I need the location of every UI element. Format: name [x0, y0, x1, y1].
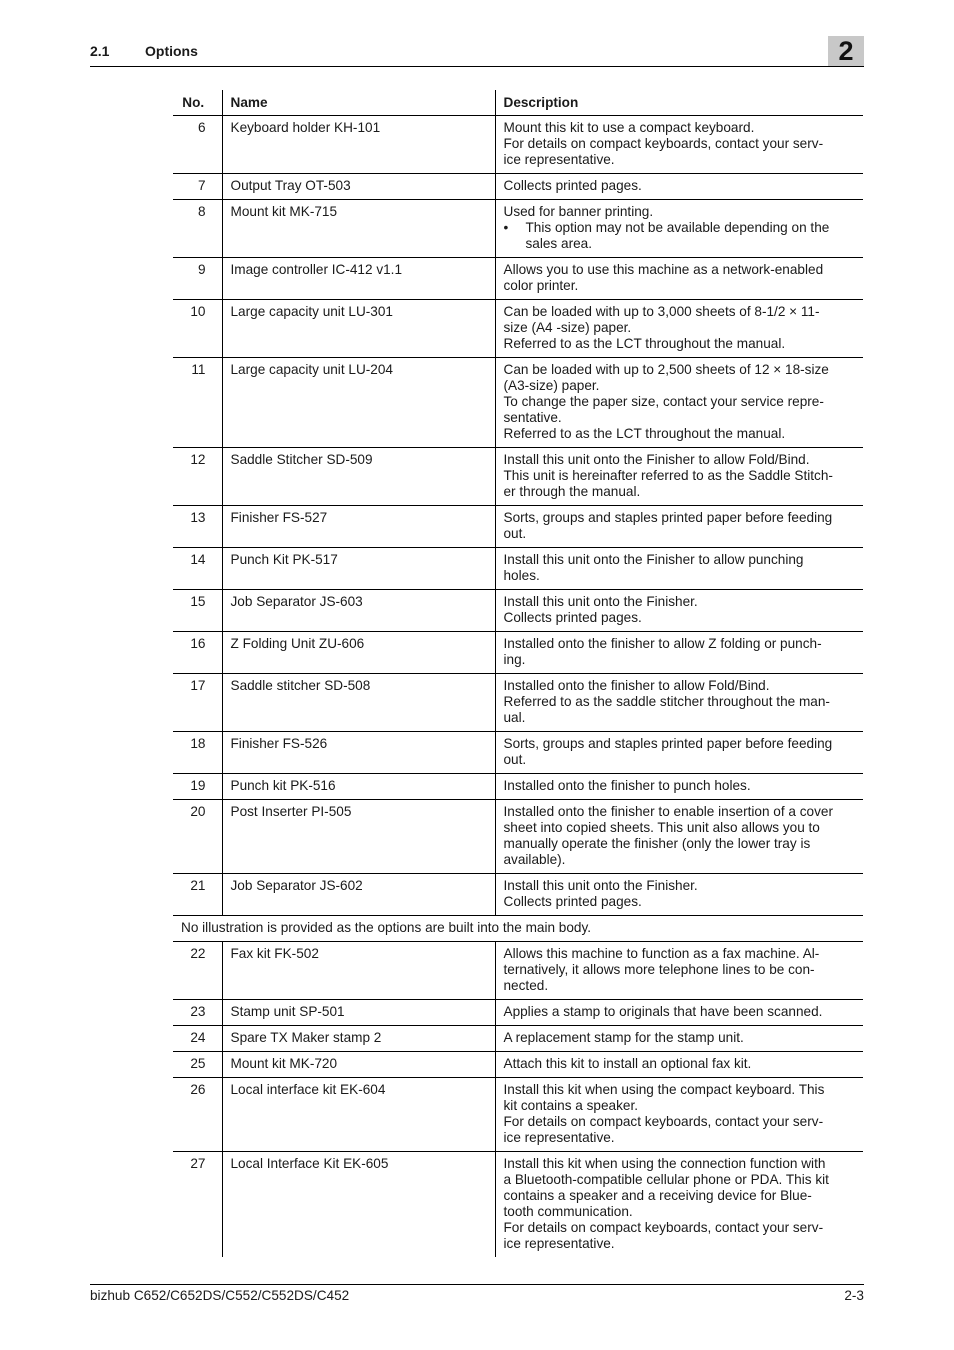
description-line: Referred to as the LCT throughout the manual.	[503, 336, 786, 351]
description-line: nected.	[503, 978, 549, 993]
option-description	[495, 258, 863, 300]
option-name: Output Tray OT-503	[222, 174, 495, 200]
option-name: Saddle stitcher SD-508	[222, 674, 495, 732]
chapter-badge: 2	[828, 36, 864, 66]
option-name: Stamp unit SP-501	[222, 1000, 495, 1026]
option-description	[495, 448, 863, 506]
table-row	[173, 732, 863, 774]
description-line: Installed onto the finisher to allow Fold/Bind.	[503, 678, 770, 693]
description-line: ing.	[503, 652, 526, 667]
description-bullet	[504, 220, 856, 236]
description-line: sentative.	[503, 410, 562, 425]
description-line: Allows you to use this machine as a network-enabled	[503, 262, 824, 277]
description-line: ice representative.	[503, 1236, 615, 1251]
option-name: Finisher FS-527	[222, 506, 495, 548]
description-line: Install this unit onto the Finisher to allow punching	[503, 552, 804, 567]
option-number: 25	[173, 1052, 222, 1078]
description-line: Installed onto the finisher to punch holes.	[503, 778, 751, 793]
option-number: 10	[173, 300, 222, 358]
description-line: Mount this kit to use a compact keyboard.	[503, 120, 755, 135]
option-number: 9	[173, 258, 222, 300]
table-row	[173, 116, 863, 174]
description-line: Referred to as the saddle stitcher throughout the man-	[503, 694, 830, 709]
description-line: Attach this kit to install an optional fax kit.	[503, 1056, 752, 1071]
table-row	[173, 1026, 863, 1052]
option-description	[495, 548, 863, 590]
description-line: manually operate the finisher (only the lower tray is	[503, 836, 811, 851]
description-line: (A3-size) paper.	[503, 378, 600, 393]
option-description	[495, 1152, 863, 1258]
option-description	[495, 358, 863, 448]
description-line: ice representative.	[503, 152, 615, 167]
table-row	[173, 1052, 863, 1078]
table-row	[173, 942, 863, 1000]
option-name: Job Separator JS-603	[222, 590, 495, 632]
option-number: 6	[173, 116, 222, 174]
option-description	[495, 942, 863, 1000]
footer-page-number: 2-3	[844, 1288, 864, 1303]
option-name: Mount kit MK-720	[222, 1052, 495, 1078]
option-number: 17	[173, 674, 222, 732]
description-line: Installed onto the finisher to enable insertion of a cover	[503, 804, 833, 819]
description-line: For details on compact keyboards, contact your serv-	[503, 1114, 824, 1129]
option-name: Fax kit FK-502	[222, 942, 495, 1000]
option-description	[495, 200, 863, 258]
description-line: ice representative.	[503, 1130, 615, 1145]
description-line: ternatively, it allows more telephone lines to be con-	[503, 962, 815, 977]
option-description	[495, 1000, 863, 1026]
option-description	[495, 174, 863, 200]
description-line: size (A4 -size) paper.	[503, 320, 632, 335]
option-description	[495, 1052, 863, 1078]
option-number: 19	[173, 774, 222, 800]
table-note-row	[173, 916, 863, 942]
table-row	[173, 300, 863, 358]
option-name: Local interface kit EK-604	[222, 1078, 495, 1152]
option-description	[495, 300, 863, 358]
description-line: available).	[503, 852, 566, 867]
option-name: Finisher FS-526	[222, 732, 495, 774]
footer-model: bizhub C652/C652DS/C552/C552DS/C452	[90, 1288, 350, 1303]
table-row	[173, 590, 863, 632]
option-name: Mount kit MK-715	[222, 200, 495, 258]
description-line: Sorts, groups and staples printed paper before feeding	[503, 736, 833, 751]
table-row	[173, 632, 863, 674]
description-line: Can be loaded with up to 2,500 sheets of 12 × 18-size	[503, 362, 829, 377]
description-line: Used for banner printing.	[503, 204, 654, 219]
section-title: Options	[145, 43, 198, 59]
option-name: Spare TX Maker stamp 2	[222, 1026, 495, 1052]
column-header-no: No.	[173, 90, 222, 116]
description-line: ual.	[503, 710, 526, 725]
table-row	[173, 548, 863, 590]
option-name: Large capacity unit LU-301	[222, 300, 495, 358]
description-line: For details on compact keyboards, contact your serv-	[503, 1220, 824, 1235]
bullet-dot-icon: •	[503, 220, 509, 235]
option-number: 14	[173, 548, 222, 590]
option-description	[495, 116, 863, 174]
description-line: kit contains a speaker.	[503, 1098, 639, 1113]
bullet-text: sales area.	[525, 236, 592, 251]
description-line: Install this unit onto the Finisher.	[503, 594, 698, 609]
table-row	[173, 1000, 863, 1026]
table-row	[173, 174, 863, 200]
option-description	[495, 590, 863, 632]
option-number: 23	[173, 1000, 222, 1026]
option-description	[495, 1026, 863, 1052]
option-name: Post Inserter PI-505	[222, 800, 495, 874]
description-line: Install this kit when using the compact keyboard. This	[503, 1082, 825, 1097]
description-line: contains a speaker and a receiving device for Blue-	[503, 1188, 812, 1203]
table-row	[173, 800, 863, 874]
description-line: Collects printed pages.	[503, 178, 642, 193]
description-line: a Bluetooth-compatible cellular phone or PDA. This kit	[503, 1172, 829, 1187]
description-line: Install this unit onto the Finisher to allow Fold/Bind.	[503, 452, 810, 467]
option-number: 18	[173, 732, 222, 774]
option-number: 15	[173, 590, 222, 632]
description-line: Allows this machine to function as a fax machine. Al-	[503, 946, 820, 961]
option-description	[495, 1078, 863, 1152]
description-line: Install this unit onto the Finisher.	[503, 878, 698, 893]
description-line: out.	[503, 752, 527, 767]
option-name: Z Folding Unit ZU-606	[222, 632, 495, 674]
option-name: Job Separator JS-602	[222, 874, 495, 916]
column-header-description: Description	[495, 90, 863, 116]
description-line: A replacement stamp for the stamp unit.	[503, 1030, 744, 1045]
option-number: 8	[173, 200, 222, 258]
table-row	[173, 506, 863, 548]
description-line: For details on compact keyboards, contact your serv-	[503, 136, 824, 151]
option-number: 26	[173, 1078, 222, 1152]
options-table	[173, 90, 863, 1257]
description-line: Install this kit when using the connection function with	[503, 1156, 826, 1171]
section-number: 2.1	[90, 43, 110, 59]
option-name: Punch Kit PK-517	[222, 548, 495, 590]
description-line: This unit is hereinafter referred to as the Saddle Stitch-	[503, 468, 833, 483]
description-line: Can be loaded with up to 3,000 sheets of 8-1/2 × 11-	[503, 304, 820, 319]
description-line: Collects printed pages.	[503, 610, 642, 625]
option-number: 21	[173, 874, 222, 916]
description-line: To change the paper size, contact your service repre-	[503, 394, 824, 409]
description-line: holes.	[503, 568, 540, 583]
option-number: 12	[173, 448, 222, 506]
description-line: Installed onto the finisher to allow Z folding or punch-	[503, 636, 822, 651]
option-number: 11	[173, 358, 222, 448]
option-number: 13	[173, 506, 222, 548]
option-description	[495, 632, 863, 674]
option-number: 20	[173, 800, 222, 874]
table-note: No illustration is provided as the options are built into the main body.	[173, 916, 863, 942]
option-description	[495, 674, 863, 732]
option-description	[495, 506, 863, 548]
table-row	[173, 774, 863, 800]
option-description	[495, 774, 863, 800]
option-name: Local Interface Kit EK-605	[222, 1152, 495, 1258]
table-row	[173, 358, 863, 448]
option-number: 22	[173, 942, 222, 1000]
option-name: Keyboard holder KH-101	[222, 116, 495, 174]
table-header-row	[173, 90, 863, 116]
option-description	[495, 874, 863, 916]
description-line: Applies a stamp to originals that have been scanned.	[503, 1004, 823, 1019]
description-line: Collects printed pages.	[503, 894, 642, 909]
option-description	[495, 732, 863, 774]
option-number: 7	[173, 174, 222, 200]
table-row	[173, 1152, 863, 1258]
page-header	[90, 36, 864, 67]
option-number: 27	[173, 1152, 222, 1258]
table-row	[173, 874, 863, 916]
description-line: color printer.	[503, 278, 579, 293]
description-line: sheet into copied sheets. This unit also allows you to	[503, 820, 820, 835]
options-table-body	[173, 116, 863, 1258]
option-number: 24	[173, 1026, 222, 1052]
table-row	[173, 258, 863, 300]
column-header-name: Name	[222, 90, 495, 116]
option-name: Large capacity unit LU-204	[222, 358, 495, 448]
table-row	[173, 1078, 863, 1152]
description-line: tooth communication.	[503, 1204, 633, 1219]
option-name: Image controller IC-412 v1.1	[222, 258, 495, 300]
table-row	[173, 674, 863, 732]
bullet-text: This option may not be available depending on the	[525, 220, 830, 235]
option-number: 16	[173, 632, 222, 674]
table-row	[173, 448, 863, 506]
table-row	[173, 200, 863, 258]
option-name: Saddle Stitcher SD-509	[222, 448, 495, 506]
description-line: Referred to as the LCT throughout the manual.	[503, 426, 786, 441]
description-line: er through the manual.	[503, 484, 641, 499]
description-line: Sorts, groups and staples printed paper before feeding	[503, 510, 833, 525]
description-bullet	[504, 236, 856, 252]
description-line: out.	[503, 526, 527, 541]
page-footer	[90, 1284, 864, 1303]
option-description	[495, 800, 863, 874]
option-name: Punch kit PK-516	[222, 774, 495, 800]
